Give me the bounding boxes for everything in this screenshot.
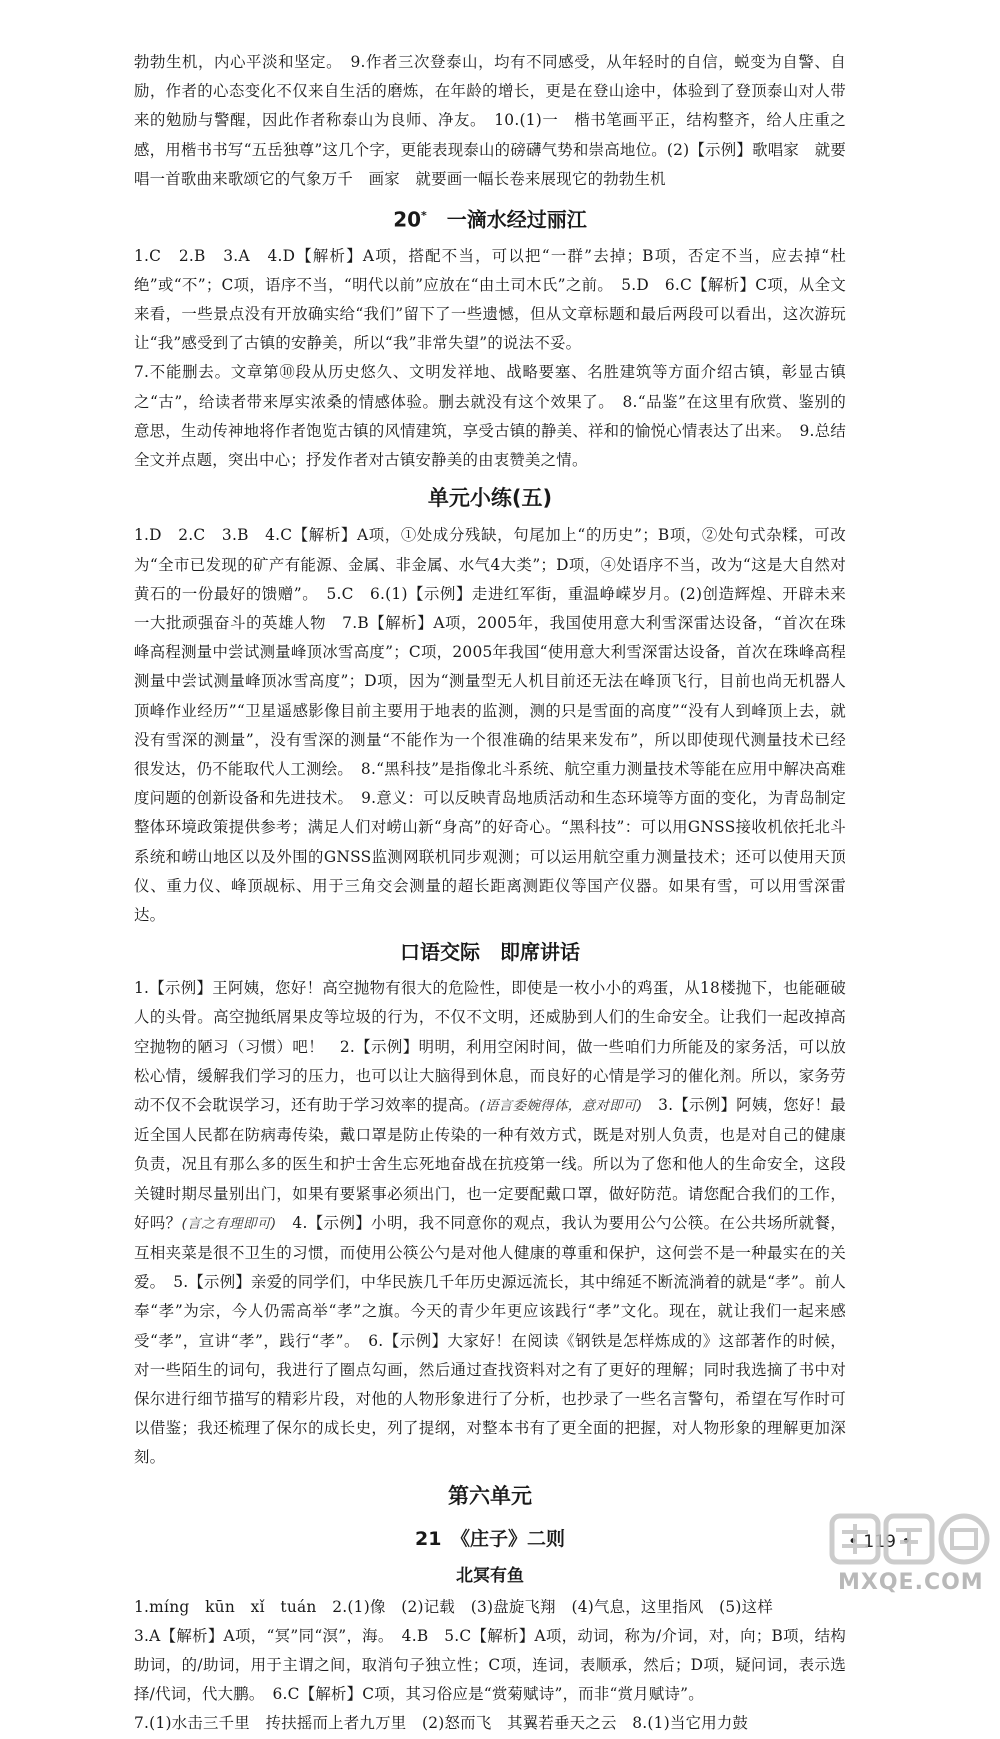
- lesson-21-title: 21 《庄子》二则: [415, 1527, 565, 1550]
- handwritten-note-1: (语言委婉得体，意对即可): [479, 1097, 643, 1114]
- oral-part-3: 4.【示例】小明，我不同意你的观点，我认为要用公勺公筷。在公共场所就餐，互相夹菜是很不卫生的习惯，而使用公筷公勺是对他人健康的尊重和保护，这何尝不是一种最实在的关爱。 5.【示例】亲爱的同学们，中华民族几千年历史源远流长，其中绵延不断流淌着的就是“孝”。前人奉“孝”为宗，今人仍需高举“孝”之旗。今天的青少年更应该践行“孝”文化。现在，就让我们一起来感受“孝”，宣讲“孝”，践行“孝”。 6.【示例】大家好！在阅读《钢铁是怎样炼成的》这部著作的时候，对一些陌生的词句，我进行了圈点勾画，然后通过查找资料对之有了更好的理解；同时我选摘了书中对保尔进行细节描写的精彩片段，对他的人物形象进行了分析，也抄录了一些名言警句，希望在写作时可以借鉴；我还梳理了保尔的成长史，列了提纲，对整本书有了更全面的把握，对人物形象的理解更加深刻。: [134, 1213, 846, 1467]
- section-title-text: 一滴水经过丽江: [446, 207, 587, 232]
- oral-part-1: 1.【示例】王阿姨，您好！高空抛物有很大的危险性，即使是一枚小小的鸡蛋，从18楼抛下，也能砸破人的头骨。高空抛纸屑果皮等垃圾的行为，不仅不文明，还威胁到人们的生命安全。让我们一起改掉高空抛物的陋习（习惯）吧！ 2.【示例】明明，利用空闲时间，做一些咱们力所能及的家务活，可以放松心情，缓解我们学习的压力，也可以让大脑得到休息，而良好的心情是学习的催化剂。所以，家务劳动不仅不会耽误学习，还有助于学习效率的提高。: [134, 979, 846, 1114]
- paragraph-21-fill: 7.(1)水击三千里 抟扶摇而上者九万里 (2)怒而飞 其翼若垂天之云 8.(1)当它用力鼓: [134, 1714, 749, 1733]
- unit-practice-title: 单元小练(五): [427, 486, 553, 511]
- section-star: *: [421, 209, 427, 223]
- section-number: 20: [393, 207, 422, 232]
- handwritten-note-2: (言之有理即可): [181, 1215, 277, 1232]
- paragraph-20-answers: 1.C 2.B 3.A 4.D【解析】A项，搭配不当，可以把“一群”去掉；B项，否定不当，应去掉“杜绝”或“不”；C项，语序不当，“明代以前”应放在“由土司木氏”之前。 5.D 6.C【解析】C项，从全文来看，一些景点没有开放确实给“我们”留下了一些遗憾，但从文章标题和最后两段可以看出，这次游玩让“我”感受到了古镇的安静美，所以“我”非常失望”的说法不妥。: [134, 246, 846, 353]
- unit-six-title: 第六单元: [448, 1483, 532, 1508]
- paragraph-20-analysis: 7.不能删去。文章第⑩段从历史悠久、文明发祥地、战略要塞、名胜建筑等方面介绍古镇，彰显古镇之“古”，给读者带来厚实浓桑的情感体验。删去就没有这个效果了。 8.“品鉴”在这里有欣赏、鉴别的意思，生动传神地将作者饱览古镇的风情建筑，享受古镇的静美、祥和的愉悦心情表达了出来。 9.总结全文并点题，突出中心；抒发作者对古镇安静美的由衷赞美之情。: [134, 363, 846, 470]
- section-title-20: [134, 194, 846, 242]
- oral-communication-title: 口语交际 即席讲话: [400, 940, 580, 965]
- watermark-text: MXQE.COM: [838, 1570, 984, 1595]
- paragraph-21-answers: 3.A【解析】A项，“冥”同“溟”，海。 4.B 5.C【解析】A项，动词，称为/介词，对，向；B项，结构助词，的/助词，用于主谓之间，取消句子独立性；C项，连词，表顺承，然后；D项，疑问词，表示选择/代词，代大鹏。 6.C【解析】C项，其习俗应是“赏菊赋诗”，而非“赏月赋诗”。: [134, 1626, 846, 1704]
- oral-part-2: 3.【示例】阿姨，您好！最近全国人民都在防病毒传染，戴口罩是防止传染的一种有效方式，既是对别人负责，也是对自己的健康负责，况且有那么多的医生和护士舍生忘死地奋战在抗疫第一线。所以为了您和他人的生命安全，这段关键时期尽量别出门，如果有要紧事必须出门，也一定要配戴口罩，做好防范。请您配合我们的工作，好吗？: [134, 1095, 846, 1232]
- subsection-title: 北冥有鱼: [456, 1565, 524, 1586]
- paragraph-oral: [134, 974, 846, 1472]
- page-number: • 119 •: [848, 1532, 912, 1552]
- answer-page: [134, 48, 862, 1739]
- paragraph-21-pinyin: 1.míng kūn xǐ tuán 2.(1)像 (2)记载 (3)盘旋飞翔 (4)气息，这里指风 (5)这样: [134, 1597, 773, 1616]
- paragraph-intro: 勃勃生机，内心平淡和坚定。 9.作者三次登泰山，均有不同感受，从年轻时的自信，蜕变为自警、自励，作者的心态变化不仅来自生活的磨炼，在年龄的增长，更是在登山途中，体验到了登顶泰山对人带来的勉励与警醒，因此作者称泰山为良师、净友。 10.(1)一 楷书笔画平正，结构整齐，给人庄重之感，用楷书书写“五岳独尊”这几个字，更能表现泰山的磅礴气势和崇高地位。(2)【示例】歌唱家 就要唱一首歌曲来歌颂它的气象万千 画家 就要画一幅长卷来展现它的勃勃生机: [134, 53, 846, 188]
- paragraph-unit5: 1.D 2.C 3.B 4.C【解析】A项，①处成分残缺，句尾加上“的历史”；B项，②处句式杂糅，可改为“全市已发现的矿产有能源、金属、非金属、水气4大类”；D项，④处语序不当，改为“这是大自然对黄石的一份最好的馈赠”。 5.C 6.(1)【示例】走进红军街，重温峥嵘岁月。(2)创造辉煌、开辟未来 一大批顽强奋斗的英雄人物 7.B【解析】A项，2005年，我国使用意大利雪深雷达设备，“首次在珠峰高程测量中尝试测量峰顶冰雪高度”；C项，2005年我国“使用意大利雪深雷达设备，首次在珠峰高程测量中尝试测量峰顶冰雪高度”；D项，因为“测量型无人机目前还无法在峰顶飞行，目前也尚无机器人顶峰作业经历”“卫星遥感影像目前主要用于地表的监测，测的只是雪面的高度”“没有人到峰顶上去，就没有雪深的测量”，没有雪深的测量“不能作为一个很准确的结果来发布”，所以即使现代测量技术已经很发达，仍不能取代人工测绘。 8.“黑科技”是指像北斗系统、航空重力测量技术等能在应用中解决高难度问题的创新设备和先进技术。 9.意义：可以反映青岛地质活动和生态环境等方面的变化，为青岛制定整体环境政策提供参考；满足人们对崂山新“身高”的好奇心。“黑科技”：可以用GNSS接收机依托北斗系统和崂山地区以及外围的GNSS监测网联机同步观测；可以运用航空重力测量技术；还可以使用天顶仪、重力仪、峰顶觇标、用于三角交会测量的超长距离测距仪等国产仪器。如果有雪，可以用雪深雷达。: [134, 526, 862, 924]
